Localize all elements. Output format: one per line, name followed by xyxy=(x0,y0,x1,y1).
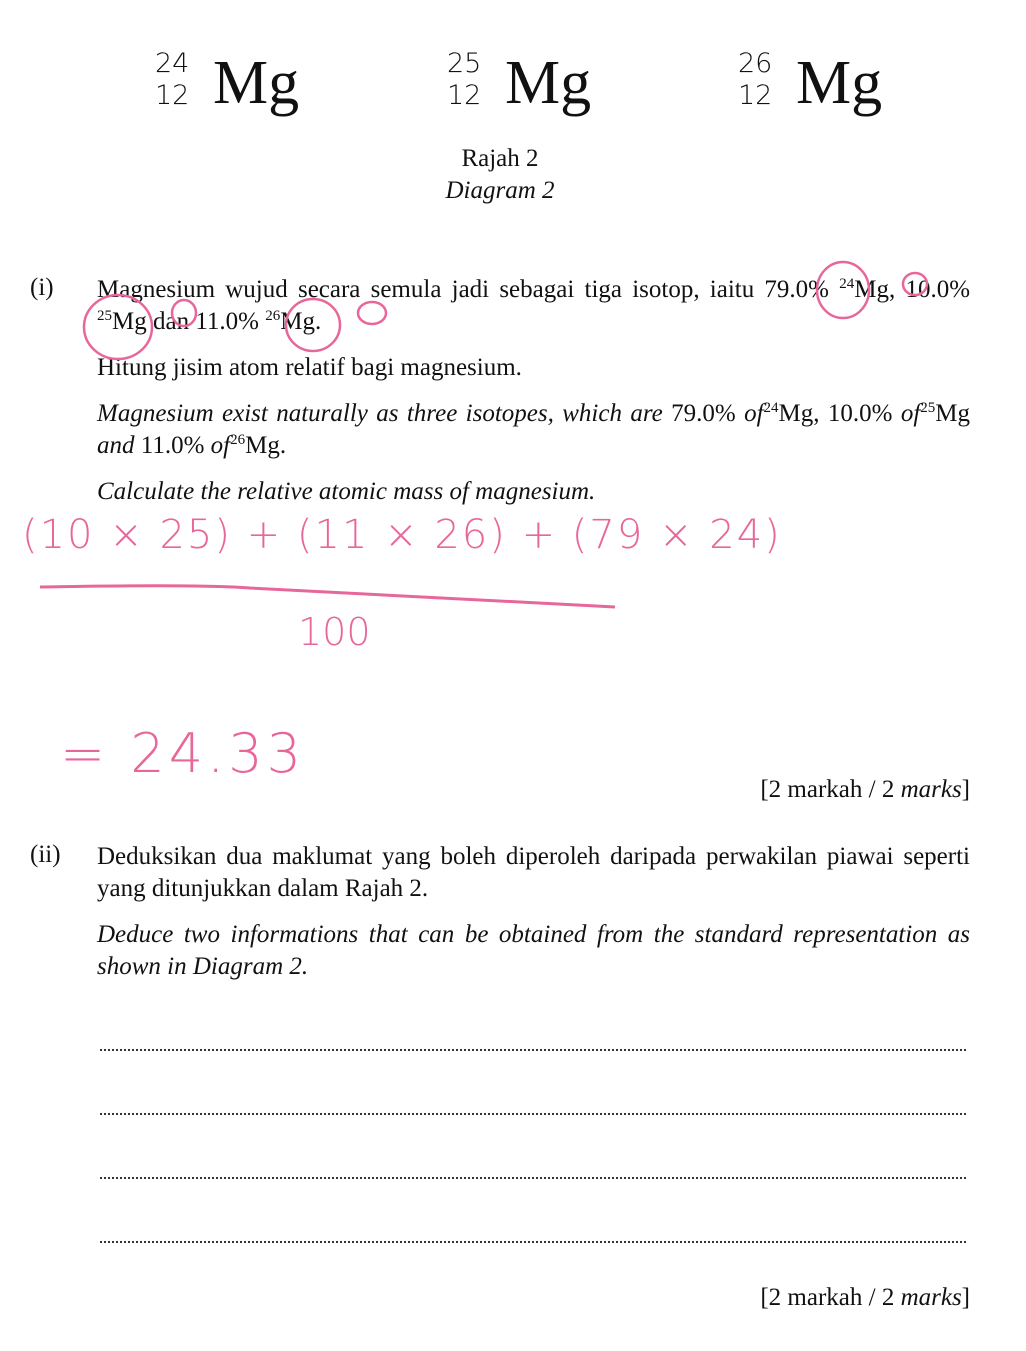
text: [2 markah / 2 xyxy=(760,1284,895,1311)
annotation-circle xyxy=(358,302,386,324)
diagram-caption-ms: Rajah 2 xyxy=(461,145,539,172)
annotation-circle xyxy=(817,262,869,318)
superscript: 25 xyxy=(97,308,112,324)
text: Magnesium wujud secara semula jadi sebagai tiga isotop, iaitu 79.0% xyxy=(97,276,830,303)
text: of xyxy=(210,432,231,459)
element-symbol: Mg xyxy=(505,49,592,117)
text: Mg xyxy=(935,400,971,427)
question-ii-ms-text: Deduksikan dua maklumat yang boleh diperoleh daripada perwakilan piawai seperti yang ditunjukkan dalam Rajah 2. xyxy=(97,843,970,902)
text: Deduce two informations that can be obtained from the standard representation as shown in Diagram 2. xyxy=(97,921,970,980)
text: 11.0% xyxy=(140,432,205,459)
text: and xyxy=(97,432,135,459)
answer-line-2[interactable] xyxy=(100,1112,966,1115)
superscript: 25 xyxy=(920,400,936,416)
annotation-circle xyxy=(286,299,340,351)
superscript: 26 xyxy=(230,432,246,448)
text: Mg. xyxy=(280,308,322,335)
text: Mg, xyxy=(854,276,896,303)
text: ] xyxy=(961,1284,970,1311)
marks-i xyxy=(760,776,970,804)
superscript: 24 xyxy=(839,276,855,292)
text: 79.0% xyxy=(671,400,736,427)
fraction-line xyxy=(40,586,615,607)
atomic-number: 12 xyxy=(738,80,773,111)
handwritten-denominator: 100 xyxy=(298,610,371,654)
answer-line-4[interactable] xyxy=(100,1240,966,1243)
answer-line-3[interactable] xyxy=(100,1176,966,1179)
text: of xyxy=(900,400,921,427)
marks-ii xyxy=(760,1284,970,1312)
question-i-ms-instruction: Hitung jisim atom relatif bagi magnesium. xyxy=(97,354,522,381)
mass-number: 25 xyxy=(447,48,482,79)
handwritten-result: = 24.33 xyxy=(60,722,306,785)
text: Magnesium exist naturally as three isotopes, which are xyxy=(97,400,663,427)
text: marks xyxy=(900,1284,962,1311)
mass-number: 24 xyxy=(155,48,190,79)
mass-number: 26 xyxy=(738,48,773,79)
text: Calculate the relative atomic mass of magnesium. xyxy=(97,478,596,505)
handwritten-numerator: (10 × 25) + (11 × 26) + (79 × 24) xyxy=(22,512,782,558)
text: Mg. xyxy=(245,432,287,459)
element-symbol: Mg xyxy=(213,49,300,117)
atomic-number: 12 xyxy=(447,80,482,111)
text: marks xyxy=(900,776,962,803)
caption-en-text: Diagram 2 xyxy=(445,177,555,204)
annotation-circle xyxy=(84,295,152,359)
question-number-i: (i) xyxy=(30,274,54,301)
superscript: 24 xyxy=(763,400,779,416)
text: of xyxy=(744,400,764,427)
text: Mg, 10.0% xyxy=(778,400,893,427)
text: Mg dan 11.0% xyxy=(112,308,259,335)
element-symbol: Mg xyxy=(796,49,883,117)
question-number-ii: (ii) xyxy=(30,841,61,868)
text: [2 markah / 2 xyxy=(760,776,895,803)
superscript: 26 xyxy=(265,308,281,324)
atomic-number: 12 xyxy=(155,80,190,111)
question-ii-en-text xyxy=(97,919,970,983)
text: 10.0% xyxy=(905,276,971,303)
annotation-circle xyxy=(172,300,196,326)
annotation-circle xyxy=(903,273,927,295)
text: ] xyxy=(961,776,970,803)
answer-line-1[interactable] xyxy=(100,1048,966,1051)
